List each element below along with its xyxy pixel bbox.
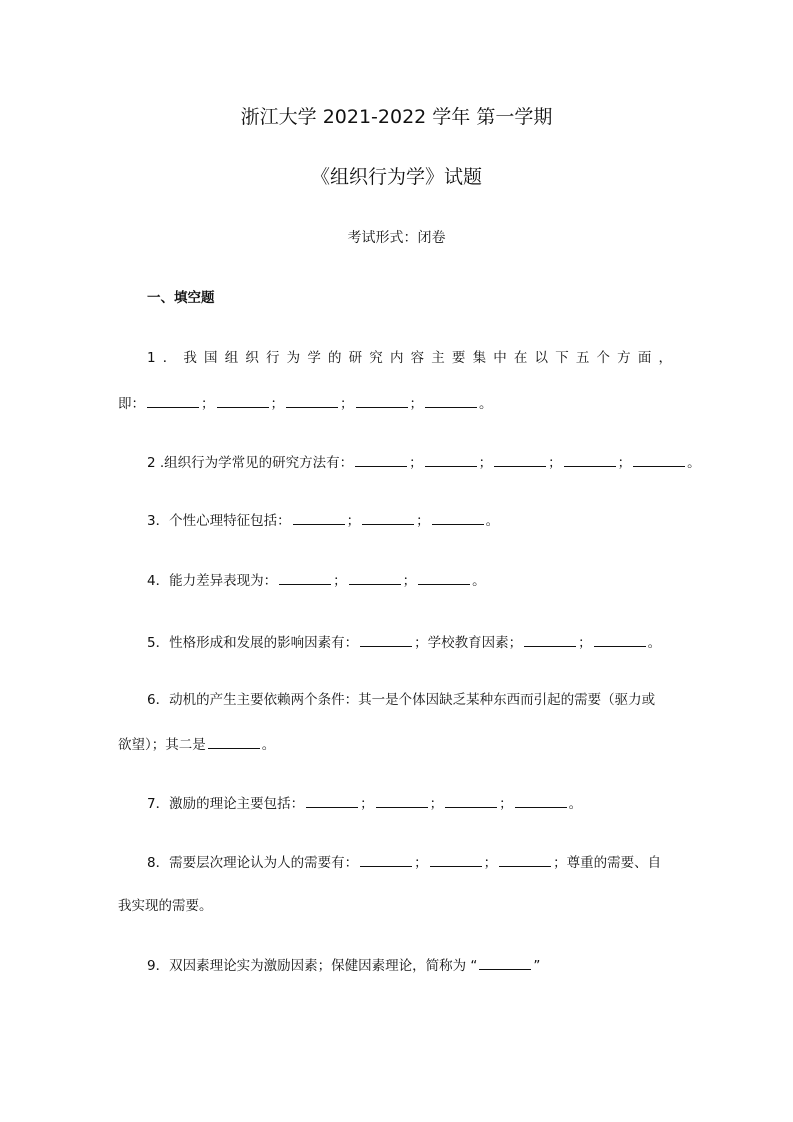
question-8-line	[118, 896, 213, 916]
question-text: 。	[485, 513, 500, 529]
question-6-line	[118, 734, 275, 755]
answer-blank	[479, 955, 531, 970]
answer-blank	[430, 852, 482, 867]
question-text: 。	[687, 455, 701, 471]
question-text: 4．能力差异表现为：	[147, 573, 278, 589]
question-text: 7．激励的理论主要包括：	[147, 796, 305, 812]
answer-blank	[217, 393, 269, 408]
question-text: ；	[333, 573, 347, 589]
answer-blank	[564, 452, 616, 467]
question-text: ；	[429, 796, 444, 812]
answer-blank	[355, 452, 407, 467]
question-text: 3．个性心理特征包括：	[147, 513, 291, 529]
question-1-line	[147, 348, 672, 368]
answer-blank	[208, 734, 260, 749]
question-text: 即：	[118, 396, 145, 412]
answer-blank	[432, 510, 484, 525]
question-text: 6．动机的产生主要依赖两个条件：其一是个体因缺乏某种东西而引起的需要（驱力或	[147, 692, 656, 708]
question-text: 。	[472, 573, 486, 589]
question-text: 9．双因素理论实为激励因素；保健因素理论，简称为 “	[147, 958, 478, 974]
answer-blank	[286, 393, 338, 408]
question-text: 1．我国组织行为学的研究内容主要集中在以下五个方面，	[147, 350, 672, 366]
exam-subject-title: 《组织行为学》试题	[310, 166, 482, 188]
question-text: ；	[270, 396, 284, 412]
question-6-line	[147, 690, 655, 710]
question-text: ；	[578, 635, 592, 651]
question-text: ；	[416, 513, 430, 529]
answer-blank	[594, 632, 646, 647]
answer-blank	[356, 393, 408, 408]
answer-blank	[418, 570, 470, 585]
question-text: 。	[261, 737, 276, 753]
section-heading: 一、填空题	[147, 290, 215, 306]
question-text: 我实现的需要。	[118, 898, 213, 914]
question-9-line	[147, 955, 540, 976]
answer-blank	[147, 393, 199, 408]
question-text: ；	[201, 396, 215, 412]
question-2-line	[147, 452, 701, 473]
question-text: ；	[340, 396, 354, 412]
answer-blank	[376, 793, 428, 808]
answer-blank	[425, 393, 477, 408]
question-text: ；	[414, 855, 428, 871]
question-text: ；	[360, 796, 374, 812]
question-text: ；	[483, 855, 498, 871]
answer-blank	[499, 852, 551, 867]
question-4-line	[147, 570, 486, 591]
answer-blank	[293, 510, 345, 525]
question-text: ；尊重的需要、自	[553, 855, 662, 871]
question-text: 。	[568, 796, 583, 812]
answer-blank	[279, 570, 331, 585]
question-text: 。	[479, 396, 493, 412]
question-7-line	[147, 793, 582, 814]
question-text: ；	[409, 396, 423, 412]
question-text: 欲望）；其二是	[118, 737, 206, 753]
question-text: ；	[548, 455, 562, 471]
answer-blank	[445, 793, 497, 808]
answer-blank	[425, 452, 477, 467]
question-1-line	[118, 393, 493, 414]
answer-blank	[349, 570, 401, 585]
exam-format: 考试形式：闭卷	[347, 230, 446, 246]
question-text: 2 .组织行为学常见的研究方法有：	[147, 455, 354, 471]
answer-blank	[515, 793, 567, 808]
question-text: ；	[478, 455, 493, 471]
question-5-line	[147, 632, 661, 653]
question-text: ；	[499, 796, 513, 812]
question-text: 8．需要层次理论认为人的需要有：	[147, 855, 359, 871]
question-text: ”	[533, 958, 541, 974]
answer-blank	[306, 793, 358, 808]
answer-blank	[494, 452, 546, 467]
answer-blank	[360, 632, 412, 647]
question-text: ；学校教育因素；	[414, 635, 523, 651]
question-text: ；	[617, 455, 632, 471]
question-3-line	[147, 510, 499, 531]
question-text: ；	[402, 573, 417, 589]
question-text: ；	[346, 513, 361, 529]
question-text: ；	[409, 455, 423, 471]
question-8-line	[147, 852, 661, 873]
question-text: 。	[647, 635, 662, 651]
question-text: 5．性格形成和发展的影响因素有：	[147, 635, 359, 651]
answer-blank	[633, 452, 685, 467]
answer-blank	[360, 852, 412, 867]
answer-blank	[362, 510, 414, 525]
answer-blank	[524, 632, 576, 647]
page-title: 浙江大学 2021-2022 学年 第一学期	[240, 106, 553, 128]
